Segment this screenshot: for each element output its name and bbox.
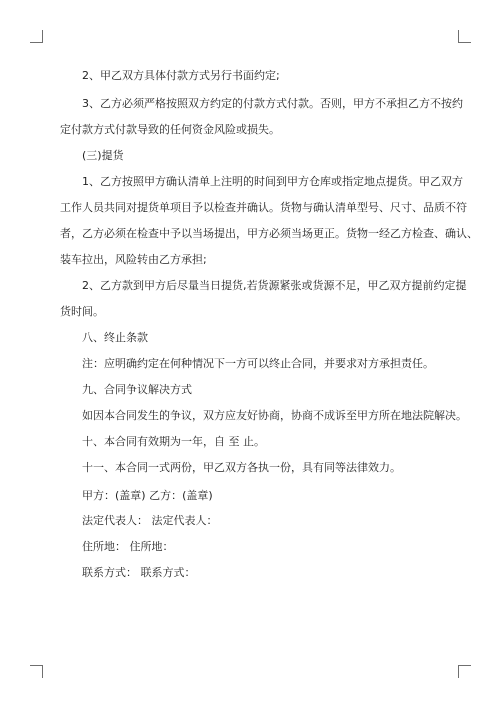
- clause-payment-2: 2、甲乙双方具体付款方式另行书面约定;: [82, 69, 280, 82]
- clause-pickup-1-cont-1: 工作人员共同对提货单项目予以检查并确认。货物与确认清单型号、尺寸、品质不符: [60, 201, 467, 214]
- section-heading-dispute: 九、合同争议解决方式: [82, 383, 192, 396]
- section-heading-pickup: (三)提货: [82, 149, 124, 162]
- signature-seal-line: 甲方：(盖章) 乙方：(盖章): [82, 489, 213, 502]
- clause-payment-3: 3、乙方必须严格按照双方约定的付款方式付款。否则，甲方不承担乙方不按约: [82, 97, 463, 110]
- clause-pickup-2: 2、乙方款到甲方后尽量当日提货,若货源紧张或货源不足，甲乙双方提前约定提: [82, 279, 467, 292]
- validity-clause: 十、本合同有效期为一年，自 至 止。: [82, 435, 265, 448]
- clause-pickup-1-cont-3: 装车拉出，风险转由乙方承担;: [60, 253, 207, 266]
- clause-pickup-1-cont-2: 者，乙方必须在检查中予以当场提出，甲方必须当场更正。货物一经乙方检查、确认、: [60, 227, 478, 240]
- copies-clause: 十一、本合同一式两份，甲乙双方各执一份，具有同等法律效力。: [82, 461, 401, 474]
- legal-representative-line: 法定代表人： 法定代表人：: [82, 514, 218, 527]
- clause-payment-3-cont: 定付款方式付款导致的任何资金风险或损失。: [60, 123, 280, 136]
- address-line: 住所地： 住所地：: [82, 540, 174, 553]
- termination-note: 注：应明确约定在何种情况下一方可以终止合同，并要求对方承担责任。: [82, 357, 434, 370]
- crop-mark-top-left: [30, 30, 43, 43]
- clause-pickup-1: 1、乙方按照甲方确认清单上注明的时间到甲方仓库或指定地点提货。甲乙双方: [82, 175, 463, 188]
- dispute-clause: 如因本合同发生的争议，双方应友好协商，协商不成诉至甲方所在地法院解决。: [82, 409, 467, 422]
- contact-line: 联系方式： 联系方式：: [82, 566, 196, 579]
- crop-mark-bottom-left: [30, 665, 43, 678]
- section-heading-termination: 八、终止条款: [82, 331, 148, 344]
- crop-mark-top-right: [458, 30, 471, 43]
- crop-mark-bottom-right: [458, 665, 471, 678]
- clause-pickup-2-cont: 货时间。: [60, 305, 104, 318]
